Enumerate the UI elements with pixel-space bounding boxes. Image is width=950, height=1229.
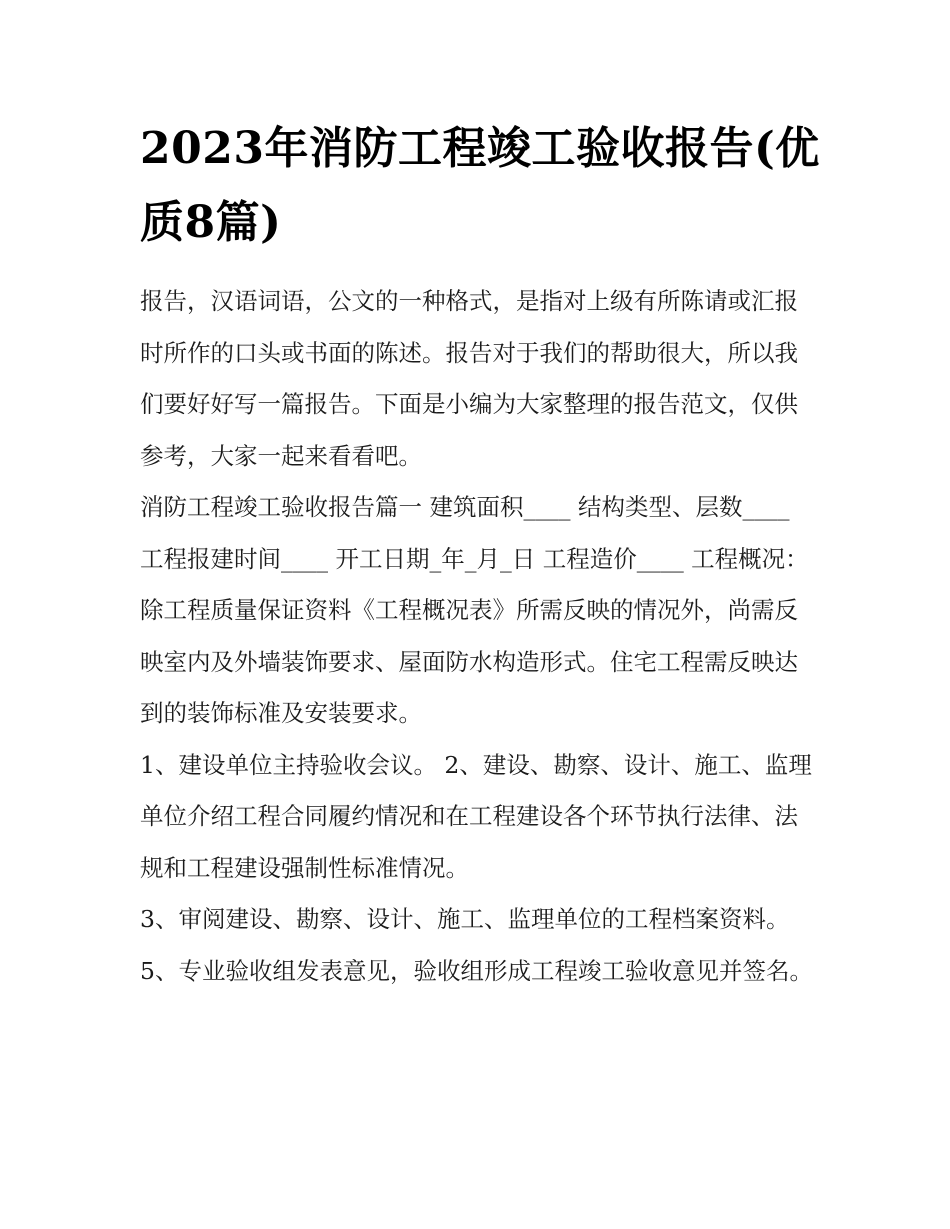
paragraph-steps-3-5: 3、审阅建设、勘察、设计、施工、监理单位的工程档案资料。 5、专业验收组发表意见，验收组形成工程竣工验收意见并签名。	[140, 905, 813, 985]
document-body	[140, 276, 816, 997]
paragraph-project-info: 消防工程竣工验收报告篇一 建筑面积____ 结构类型、层数____ 工程报建时间____ 开工日期_年_月_日 工程造价____ 工程概况：	[140, 493, 809, 573]
paragraph-intro: 报告，汉语词语，公文的一种格式，是指对上级有所陈请或汇报时所作的口头或书面的陈述。报告对于我们的帮助很大，所以我们要好好写一篇报告。下面是小编为大家整理的报告范文，仅供参考，大家一起来看看吧。	[140, 287, 798, 470]
document-title: 2023年消防工程竣工验收报告(优质8篇)	[140, 123, 820, 248]
paragraph-steps-1-2: 1、建设单位主持验收会议。 2、建设、勘察、设计、施工、监理单位介绍工程合同履约情况和在工程建设各个环节执行法律、法规和工程建设强制性标准情况。	[140, 750, 812, 882]
paragraph-project-overview: 除工程质量保证资料《工程概况表》所需反映的情况外，尚需反映室内及外墙装饰要求、屋面防水构造形式。住宅工程需反映达到的装饰标准及安装要求。	[140, 596, 798, 727]
